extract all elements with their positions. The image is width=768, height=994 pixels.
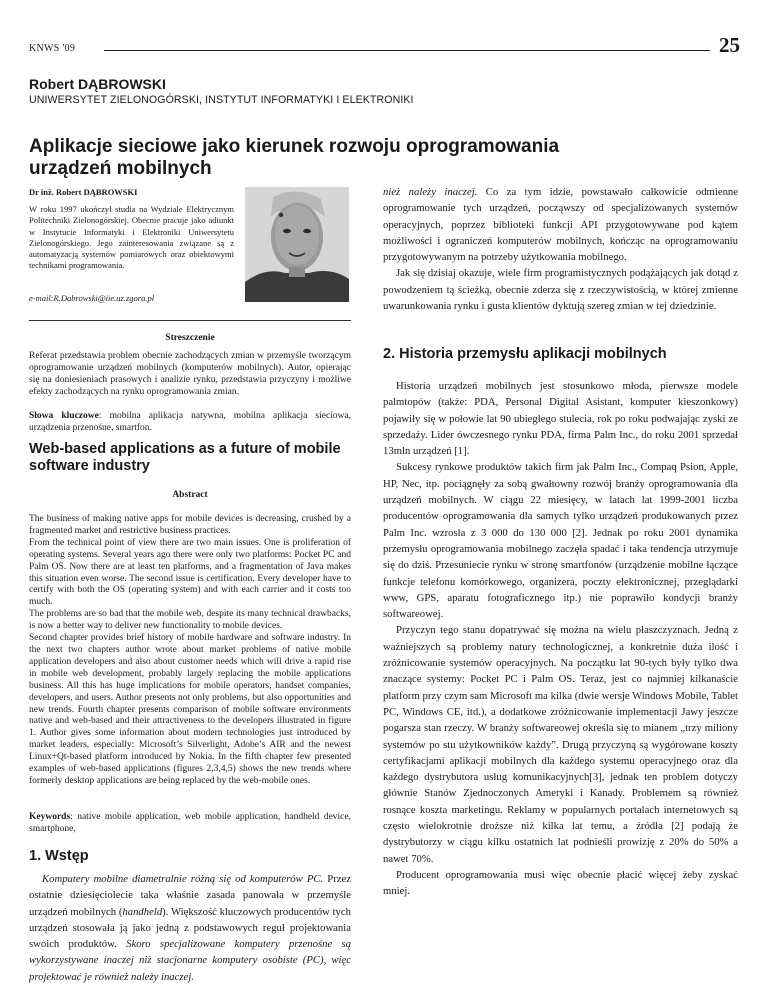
author-name: Robert DĄBROWSKI — [29, 76, 166, 92]
streszczenie-heading: Streszczenie — [165, 333, 215, 343]
section-1-text-right — [383, 184, 738, 314]
abstract-paragraph: From the technical point of view there are two main issues. One is proliferation of operating systems. Several years ago there were only two platforms: Pocket PC and Palm OS. Now there are at least ten platforms, and a fragmentation of Java makes this situation even worse. The second issue is certification. Every developer have to certify with both the OS (operating system) and with each carrier and it costs too much. — [29, 537, 351, 608]
polish-keywords-label: Słowa kluczowe — [29, 411, 99, 421]
section-2-paragraph-3: Przyczyn tego stanu dopatrywać się można na wielu płaszczyznach. Jedną z ważniejszych są problemy natury technologicznej, a konkretnie duża ilość i zróżnicowanie systemów operacyjnych. Na początku lat 90-tych były tylko dwa znaczące systemy: Pocket PC i Palm OS. Teraz, jest co najmniej kilkanaście platform przy czym sam Microsoft ma kilka (dwie wersje Windows Mobile, Tablet PC, Windows CE, itd.), a dodatkowe zróżnicowanie implementacji Jawy jeszcze pogarsza stan rzeczy. W branży softwareowej określa się to mianem „trzy miliony systemów po stu użytkowników każdy”. Drugą przyczyną są wygórowane koszty certyfikacjami aplikacji mobilnych dla każdego systemu operacyjnego oraz dla każdego dystrybutora usług komunikacyjnych[3], jednak ten problem dotyczy głównie Stanów Zjednoczonych Ameryki i Kanady. Problemem są również rosnące koszta marketingu. Reklamy w popularnych portalach internetowych są często wielokrotnie droższe niż kilka lat temu, a źródła [2] podają że dystrybutorzy w ciągu kilku ostatnich lat podnieśli prowizję z 20% do 50% a nawet 70%. — [383, 624, 738, 865]
section-1-text-left — [29, 871, 351, 993]
abstract-paragraph: The business of making native apps for mobile devices is decreasing, crushed by a fragmented market and restrictive business practices. — [29, 514, 351, 536]
section-1-italic-continued: nież należy inaczej. — [383, 186, 478, 198]
section-1-handheld-term: handheld — [122, 905, 163, 918]
english-keywords — [29, 812, 351, 836]
polish-keywords — [29, 411, 351, 435]
abstract-paragraph: Second chapter provides brief history of mobile hardware and software industry. In the next two chapters author wrote about market problems of native mobile application developers and also about customer needs which will drive a rapid rise in mobile web development, probably largely replacing the mobile applications business. All this has huge implications for mobile operators, handset companies, developers, and users. Author presents not only problems, but also opportunities and new trends. Fourth chapter presents comparison of mobile software environments native and web-based and their attractiveness to the developers illustrated in figure 1. Author gives some information about modern technologies just introduced by market leaders, especially: Microsoft’s Silverlight, Adobe’s AIR and the newest Linux+Qt-based platform introduced by Nokia. In the fifth chapter few presented examples of web-based applications (figures 2,3,4,5) shows the new trends where formerly desktop applications are being replaced by the web-mobile ones. — [29, 633, 351, 786]
section-1-text-run: ). Większość kluczowych producentów tych urządzeń stosowała ją jako jedną z podstawowych reguł projektowania swoich produktów. — [29, 905, 351, 951]
section-2-paragraph-2: Sukcesy rynkowe produktów takich firm jak Palm Inc., Compaq Psion, Apple, HP, Nec, itp. pociągnęły za sobą gwałtowny rozwój branży oprogramowania dla urządzeń mobilnych. W ciągu 22 miesięcy, w latach lat 1999-2001 liczba producentów oprogramowania dla samych tylko urządzeń produkowanych przez Palm Inc. wzrosła z 3 000 do 130 000 [2]. Jednak po roku 2001 dynamika przemysłu oprogramowania mobilnego zaczęła spadać i taka tendencja utrzymuje się do dziś. Przesuniecie rynku w stronę smartfonów (urządzenie mobilne łączące funkcje telefonu komórkowego, organizera, poczty elektronicznej, przeglądarki www, GPS, aparatu fotograficznego itp.) nie poprawiło kondycji branży softwareowej. — [383, 461, 738, 621]
journal-name: KNWS '09 — [29, 43, 76, 54]
abstract-text — [29, 514, 351, 788]
bio-separator-rule — [29, 320, 351, 321]
paper-title — [29, 136, 729, 180]
paper-title-line-2: urządzeń mobilnych — [29, 158, 212, 179]
abstract-heading: Abstract — [172, 490, 208, 500]
streszczenie-text: Referat przedstawia problem obecnie zachodzących zmian w przemyśle tworzącym oprogramowanie urządzeń mobilnych (komputerów mobilnych). Autor, opierając się na doniesieniach prasowych i analizie rynku, przedstawia przyczyny i możliwe efekty zachodzących na rynku oprogramowania zmian. — [29, 351, 351, 397]
section-1-text-run: Przez ostatnie dziesięciolecie taka właśnie zasada panowała w przemyśle urządzeń mobilnych ( — [29, 873, 351, 918]
polish-keywords-list: : mobilna aplikacja natywna, mobilna aplikacja sieciowa, urządzenia przenośne, smartfon. — [29, 411, 351, 433]
header-rule — [104, 50, 710, 51]
bio-text: W roku 1997 ukończył studia na Wydziale Elektrycznym Politechniki Zielonogórskiej. Obecnie pracuje jako adiunkt w Instytucie Informatyki i Elektroniki Uniwersytetu Zielonogórskiego. Jego zainteresowania związane są z automatyzacją systemów pomiarowych oraz obiektowymi technikami programowania. — [29, 204, 234, 271]
author-photo — [245, 187, 349, 302]
section-1-continued-text: Co za tym idzie, powstawało całkowicie odmienne oprogramowanie tych urządzeń, począwszy od specjalizowanych systemów operacyjnych, poprzez biblioteki funkcji API przygotowywane pod kątem możliwości i ograniczeń komputerów mobilnych, kończąc na oprogramowaniu przygotowywanym na potrzeby użytkowania mobilnego. — [383, 186, 738, 264]
section-2-paragraph-4: Producent oprogramowania musi więc obecnie płacić więcej żeby zyskać mniej. — [383, 868, 738, 898]
section-1-italic-quote: Skoro specjalizowane komputery przenośne są wykorzystywane inaczej niż stacjonarne komputery osobiste (PC), więc projektować je również należy inaczej. — [29, 938, 351, 983]
author-email: e-mail:R.Dabrowski@iie.uz.zgora.pl — [29, 293, 155, 303]
abstract-paragraph: The problems are so bad that the mobile web, despite its many technical drawbacks, is now a better way to deliver new functionality to mobile devices. — [29, 609, 351, 632]
section-2-paragraph-1: Historia urządzeń mobilnych jest stosunkowo młoda, pierwsze modele palmtopów (także: PDA, Personal Digital Asistant, komputer kieszonkowy) pojawiły się w połowie lat 90 ubiegłego stulecia, rok po roku podwajając zyski ze sprzedaży. Lider ówczesnego rynku PDA, firma Palm Inc., do roku 2001 sprzedał 13mln urządzeń [1]. — [383, 380, 738, 458]
section-1-heading: 1. Wstęp — [29, 848, 89, 864]
section-1-paragraph-2: Jak się dzisiaj okazuje, wiele firm programistycznych podążających jak dotąd z powodzeniem tą ścieżką, obecnie zderza się z rzeczywistością, w której zmienne uwarunkowania rynku i gusta klientów dyktują szereg zmian w tej dziedzinie. — [383, 267, 738, 313]
author-portrait-image — [245, 187, 349, 302]
bio-name: Dr inż. Robert DĄBROWSKI — [29, 187, 138, 197]
paper-title-line-1: Aplikacje sieciowe jako kierunek rozwoju oprogramowania — [29, 136, 560, 157]
section-1-italic-lead: Komputery mobilne diametralnie różną się od komputerów PC. — [42, 873, 324, 885]
english-keywords-list: : native mobile application, web mobile application, handheld device, smartphone, — [29, 812, 351, 834]
page-number: 25 — [719, 33, 740, 57]
english-keywords-label: Keywords — [29, 812, 71, 822]
author-affiliation: UNIWERSYTET ZIELONOGÓRSKI, INSTYTUT INFORMATYKI I ELEKTRONIKI — [29, 94, 414, 106]
section-2-text — [383, 378, 738, 900]
english-title: Web-based applications as a future of mobile software industry — [29, 441, 341, 474]
section-2-heading: 2. Historia przemysłu aplikacji mobilnych — [383, 346, 667, 362]
